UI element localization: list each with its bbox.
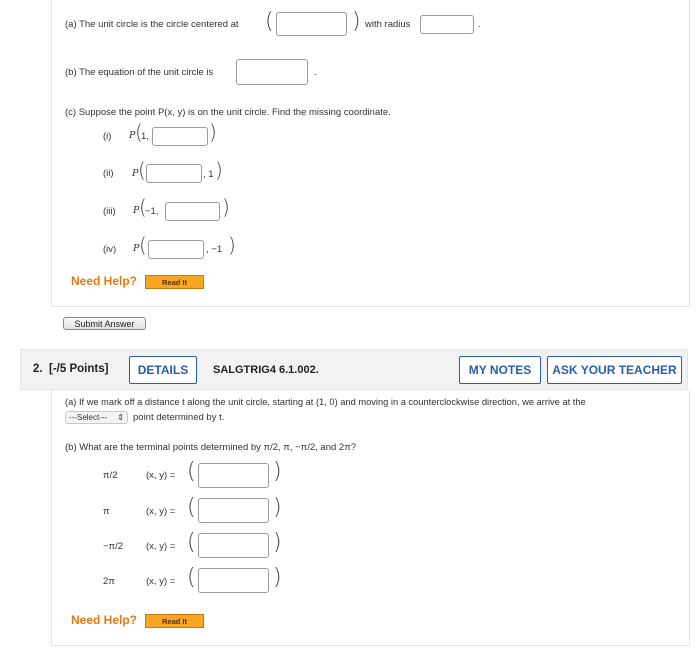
open-paren: ( bbox=[187, 459, 196, 484]
question-1-panel bbox=[51, 0, 690, 307]
details-button[interactable]: DETAILS bbox=[129, 356, 197, 384]
x-coordinate-input[interactable] bbox=[148, 240, 204, 259]
close-paren: ) bbox=[273, 530, 282, 555]
q1-c-item-label: (i) bbox=[103, 131, 112, 142]
open-paren: ( bbox=[138, 158, 146, 182]
q1-a-close-paren: ) bbox=[352, 9, 361, 34]
y-coordinate-input[interactable] bbox=[152, 127, 208, 146]
xy-equals: (x, y) = bbox=[146, 576, 176, 587]
angle-label: −π/2 bbox=[103, 541, 124, 552]
known-coordinate: , −1 bbox=[206, 244, 223, 255]
angle-label: 2π bbox=[103, 576, 115, 587]
submit-answer-button[interactable]: Submit Answer bbox=[63, 317, 146, 330]
point-p: P bbox=[133, 243, 140, 254]
close-paren: ) bbox=[228, 233, 236, 257]
q1-part-b-prefix: (b) The equation of the unit circle is bbox=[65, 67, 214, 78]
q1-part-b-end: . bbox=[314, 67, 317, 78]
q1-part-a-end: . bbox=[478, 19, 481, 30]
point-p: P bbox=[133, 205, 140, 216]
q1-c-item-label: (iv) bbox=[103, 244, 117, 255]
open-paren: ( bbox=[187, 530, 196, 555]
points-label: [-/5 Points] bbox=[49, 363, 109, 375]
xy-equals: (x, y) = bbox=[146, 541, 176, 552]
q1-c-item-label: (ii) bbox=[103, 168, 114, 179]
question-2-panel bbox=[51, 390, 690, 646]
q2-part-a-line2: point determined by t. bbox=[133, 412, 225, 423]
q1-part-a-prefix: (a) The unit circle is the circle centered at bbox=[65, 19, 239, 30]
need-help-label: Need Help? bbox=[71, 274, 138, 288]
open-paren: ( bbox=[139, 233, 147, 257]
question-code: SALGTRIG4 6.1.002. bbox=[213, 364, 319, 376]
terminal-select[interactable] bbox=[65, 411, 128, 424]
angle-label: π bbox=[103, 506, 110, 517]
q1-part-c-text: (c) Suppose the point P(x, y) is on the unit circle. Find the missing coordinate. bbox=[65, 107, 391, 118]
terminal-point-input[interactable] bbox=[198, 498, 269, 523]
read-it-button[interactable]: Read It bbox=[145, 275, 204, 289]
close-paren: ) bbox=[273, 495, 282, 520]
need-help-label: Need Help? bbox=[71, 613, 138, 627]
q2-part-a-line1: (a) If we mark off a distance t along the unit circle, starting at (1, 0) and moving in a counterclockwise direction, we arrive at the bbox=[65, 397, 586, 407]
y-coordinate-input[interactable] bbox=[165, 202, 220, 221]
terminal-point-input[interactable] bbox=[198, 463, 269, 488]
q1-c-item-label: (iii) bbox=[103, 206, 116, 217]
ask-your-teacher-button[interactable]: ASK YOUR TEACHER bbox=[547, 356, 682, 384]
known-coordinate: 1, bbox=[141, 131, 149, 142]
point-p: P bbox=[129, 130, 136, 141]
known-coordinate: −1, bbox=[145, 206, 159, 217]
radius-input[interactable] bbox=[420, 15, 474, 34]
close-paren: ) bbox=[215, 158, 223, 182]
read-it-button[interactable]: Read It bbox=[145, 614, 204, 628]
center-input[interactable] bbox=[276, 12, 347, 36]
close-paren: ) bbox=[273, 565, 282, 590]
my-notes-button[interactable]: MY NOTES bbox=[459, 356, 541, 384]
terminal-point-input[interactable] bbox=[198, 568, 269, 593]
angle-label: π/2 bbox=[103, 470, 118, 481]
q2-part-b-text: (b) What are the terminal points determined by π/2, π, −π/2, and 2π? bbox=[65, 442, 357, 453]
close-paren: ) bbox=[222, 195, 230, 219]
known-coordinate: , 1 bbox=[203, 169, 214, 180]
open-paren: ( bbox=[139, 195, 147, 219]
q1-part-a-middle: with radius bbox=[365, 19, 411, 30]
chevron-updown-icon: ⇕ bbox=[117, 413, 124, 422]
equation-input[interactable] bbox=[236, 59, 308, 85]
x-coordinate-input[interactable] bbox=[146, 164, 202, 183]
q1-a-open-paren: ( bbox=[265, 9, 274, 34]
xy-equals: (x, y) = bbox=[146, 506, 176, 517]
close-paren: ) bbox=[209, 120, 217, 144]
question-number: 2. bbox=[33, 363, 43, 375]
select-value: ---Select--- bbox=[69, 413, 108, 422]
xy-equals: (x, y) = bbox=[146, 470, 176, 481]
terminal-point-input[interactable] bbox=[198, 533, 269, 558]
close-paren: ) bbox=[273, 459, 282, 484]
open-paren: ( bbox=[135, 120, 143, 144]
open-paren: ( bbox=[187, 495, 196, 520]
open-paren: ( bbox=[187, 565, 196, 590]
point-p: P bbox=[132, 168, 139, 179]
